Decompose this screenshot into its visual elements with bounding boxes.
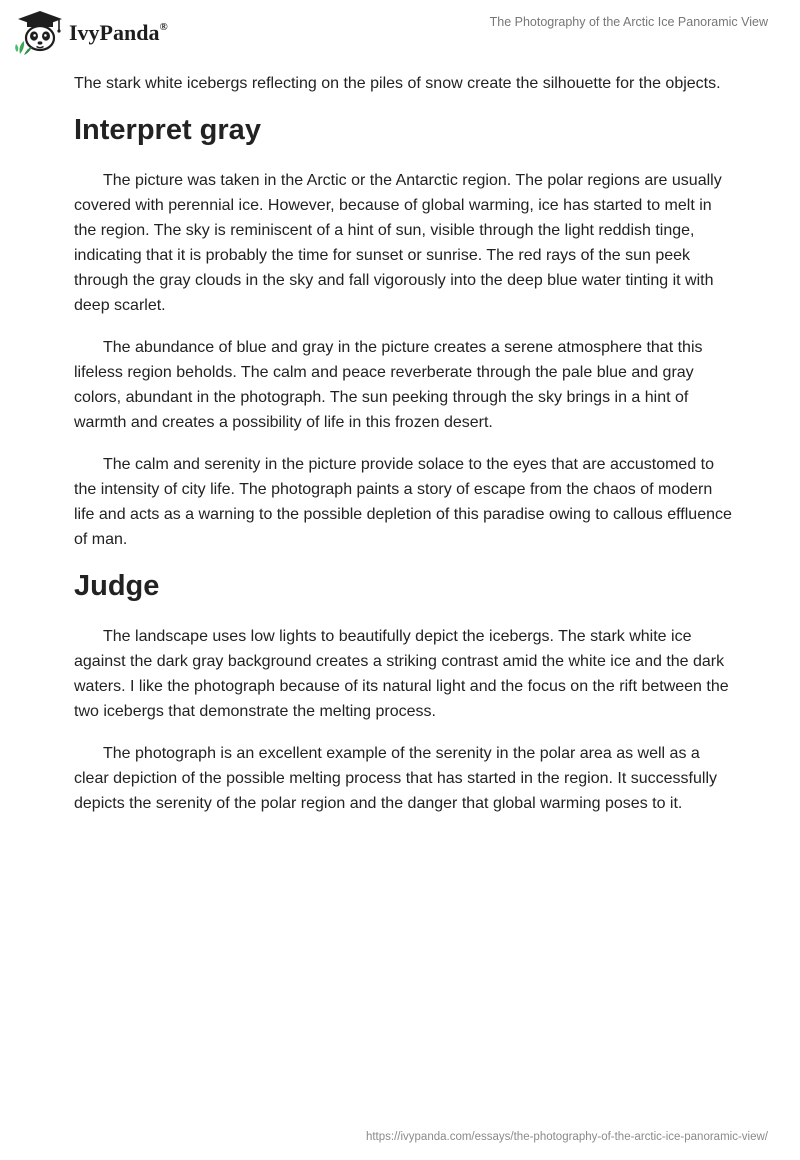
panda-graduate-icon [15, 8, 65, 56]
paragraph: The picture was taken in the Arctic or the Antarctic region. The polar regions are usually covered with perennial ice. However, because of global warming, ice has started to melt in the region. The sky is reminiscent of a hint of sun, visible through the light reddish tinge, indicating that it is probably the time for sunset or sunrise. The red rays of the sun peek through the gray clouds in the sky and fall vigorously into the deep blue water tinting it with deep scarlet. [74, 172, 722, 314]
section-heading-judge: Judge [74, 570, 160, 602]
ivypanda-logo[interactable] [15, 8, 168, 56]
document-title: The Photography of the Arctic Ice Panoramic View [489, 15, 768, 29]
paragraph: The photograph is an excellent example of the serenity in the polar area as well as a clear depiction of the possible melting process that has started in the region. It successfully depicts the serenity of the polar region and the danger that global warming poses to it. [74, 745, 718, 812]
essay-content [74, 71, 734, 833]
registered-mark: ® [159, 20, 168, 33]
source-url[interactable]: https://ivypanda.com/essays/the-photography-of-the-arctic-ice-panoramic-view/ [365, 1131, 768, 1143]
section-heading-interpret-gray: Interpret gray [74, 114, 261, 146]
brand-name: IvyPanda® [69, 20, 168, 45]
paragraph: The landscape uses low lights to beautifully depict the icebergs. The stark white ice against the dark gray background creates a striking contrast amid the white ice and the dark waters. I like the photograph because of its natural light and the focus on the rift between the two icebergs that demonstrate the melting process. [74, 628, 729, 720]
paragraph: The abundance of blue and gray in the picture creates a serene atmosphere that this lifeless region beholds. The calm and peace reverberate through the pale blue and gray colors, abundant in the photograph. The sun peeking through the sky brings in a hint of warmth and creates a possibility of life in this frozen desert. [74, 339, 703, 431]
intro-paragraph: The stark white icebergs reflecting on the piles of snow create the silhouette for the objects. [74, 75, 721, 92]
page-header [0, 0, 800, 64]
paragraph: The calm and serenity in the picture provide solace to the eyes that are accustomed to the intensity of city life. The photograph paints a story of escape from the chaos of modern life and acts as a warning to the possible depletion of this paradise owing to callous effluence of man. [74, 456, 732, 548]
